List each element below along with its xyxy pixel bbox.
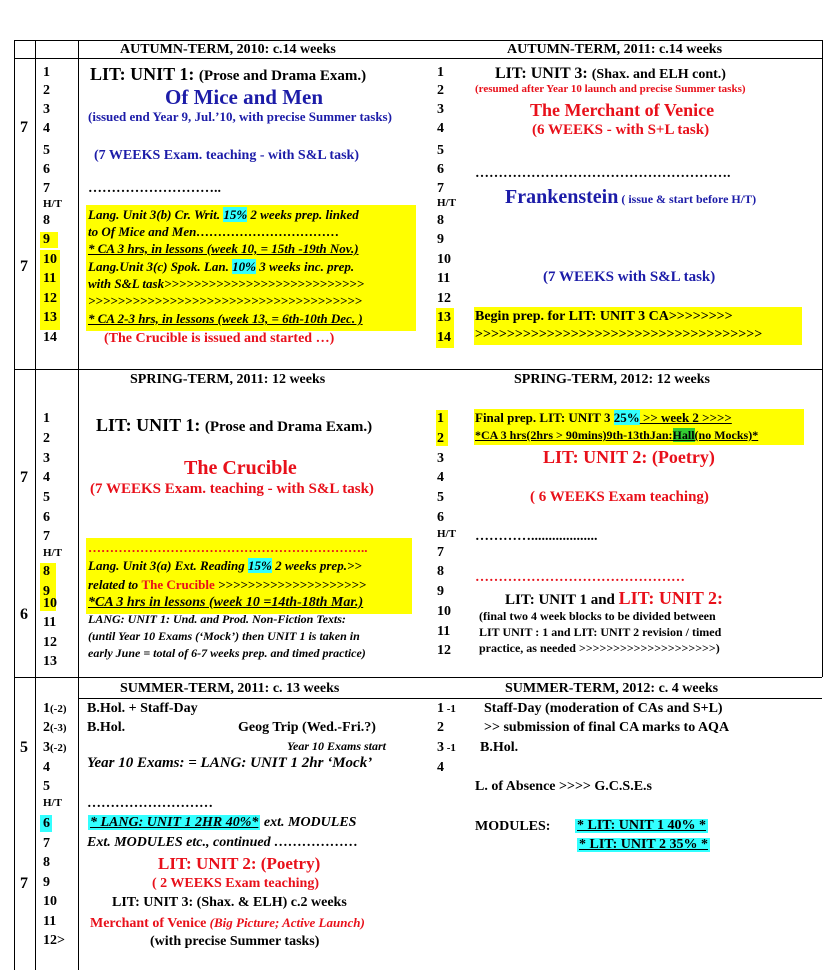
week-number: 5 bbox=[43, 490, 50, 505]
spring-unit1-title: LIT: UNIT 1: (Prose and Drama Exam.) bbox=[96, 415, 373, 435]
week-number: 10 bbox=[437, 604, 451, 619]
leave-of-absence: L. of Absence >>>> G.C.S.E.s bbox=[475, 779, 652, 794]
spring-bottom-border bbox=[14, 677, 822, 678]
week-number: 6 bbox=[437, 162, 444, 177]
autumn-2011-header: AUTUMN-TERM, 2011: c.14 weeks bbox=[507, 42, 723, 57]
week-number: 7 bbox=[43, 181, 50, 196]
week-number: 7 bbox=[43, 836, 50, 851]
week-number: 8 bbox=[43, 213, 50, 228]
top-border bbox=[14, 40, 822, 41]
spring-right-dots2: ……………………………………… bbox=[475, 570, 685, 585]
week-number: 13 bbox=[43, 310, 57, 325]
spring-2011-header: SPRING-TERM, 2011: 12 weeks bbox=[130, 372, 326, 387]
spring-unit2-title: LIT: UNIT 2: (Poetry) bbox=[543, 447, 715, 467]
lang-unit3b-line2: to Of Mice and Men…………………………… bbox=[88, 224, 340, 239]
ca-week10-line: * CA 3 hrs, in lessons (week 10, = 15th -19th Nov.) bbox=[88, 241, 359, 256]
week-number: 11 bbox=[43, 615, 57, 630]
lang-unit1-note1: LANG: UNIT 1: Und. and Prod. Non-Fiction Texts: bbox=[88, 612, 346, 626]
lang-unit1-note3: early June = total of 6-7 weeks prep. and timed practice) bbox=[88, 646, 366, 660]
related-crucible-line: related to The Crucible >>>>>>>>>>>>>>>>>>>> bbox=[88, 577, 367, 592]
week-number: 2 bbox=[437, 720, 444, 735]
six-weeks-note: (6 WEEKS - with S+L task) bbox=[532, 122, 710, 138]
autumn-right-dots: ………………………………………………. bbox=[475, 166, 731, 181]
week-number: 1 bbox=[437, 411, 444, 426]
week-number: 4 bbox=[43, 760, 50, 775]
week-number: 9 bbox=[43, 584, 50, 599]
week-number: 3(-2) bbox=[43, 740, 67, 755]
week-number: 7 bbox=[437, 545, 444, 560]
year10-exams-start: Year 10 Exams start bbox=[287, 739, 387, 753]
week-number: 7 bbox=[43, 529, 50, 544]
spring-half1-count: 7 bbox=[20, 469, 28, 486]
summer-half1-count: 5 bbox=[20, 739, 28, 756]
week-number: 5 bbox=[437, 143, 444, 158]
week-number: 8 bbox=[437, 564, 444, 579]
week-number: 4 bbox=[437, 121, 444, 136]
summer-right-bank-holiday: B.Hol. bbox=[480, 740, 519, 755]
spring-dots: ……………………………………………………….. bbox=[88, 540, 368, 555]
count-column-divider bbox=[35, 40, 36, 970]
lang-unit3b-line: Lang. Unit 3(b) Cr. Writ. 15% 2 weeks prep. linked bbox=[88, 207, 359, 222]
week-number: 4 bbox=[437, 760, 444, 775]
merchant-of-venice-title: The Merchant of Venice bbox=[530, 100, 715, 120]
week-number: 12 bbox=[437, 643, 451, 658]
week-number: 11 bbox=[43, 271, 57, 286]
spring-six-weeks-note: ( 6 WEEKS Exam teaching) bbox=[530, 489, 709, 505]
lang-unit3c-line: Lang.Unit 3(c) Spok. Lan. 10% 3 weeks inc. prep. bbox=[88, 259, 355, 274]
spring-2012-header: SPRING-TERM, 2012: 12 weeks bbox=[514, 372, 710, 387]
week-number: 6 bbox=[437, 510, 444, 525]
lang-unit1-2hr-line: * LANG: UNIT 1 2HR 40%* ext. MODULES bbox=[90, 815, 357, 830]
spring-right-dots1: …………................... bbox=[475, 529, 598, 544]
summer-2012-header: SUMMER-TERM, 2012: c. 4 weeks bbox=[505, 681, 719, 696]
lang-unit3c-line2: with S&L task>>>>>>>>>>>>>>>>>>>>>>>>>>> bbox=[88, 276, 365, 291]
week-number: 1 bbox=[437, 65, 444, 80]
header-divider bbox=[14, 58, 822, 59]
week-number: 9 bbox=[43, 232, 50, 247]
arrows-line: >>>>>>>>>>>>>>>>>>>>>>>>>>>>>>>>>>>>> bbox=[88, 293, 363, 308]
ca-jan-line: *CA 3 hrs(2hrs > 90mins)9th-13thJan:Hall(no Mocks)* bbox=[475, 428, 759, 442]
week-number: 2 bbox=[43, 83, 50, 98]
week-number: 6 bbox=[43, 816, 50, 831]
precise-summer-tasks: (with precise Summer tasks) bbox=[150, 934, 320, 949]
staff-day-moderation: Staff-Day (moderation of CAs and S+L) bbox=[484, 701, 723, 716]
summer-2011-header: SUMMER-TERM, 2011: c. 13 weeks bbox=[120, 681, 340, 696]
autumn-half2-count: 7 bbox=[20, 258, 28, 275]
week-number: 4 bbox=[43, 121, 50, 136]
week-number: 11 bbox=[437, 271, 451, 286]
autumn-unit1-title: LIT: UNIT 1: (Prose and Drama Exam.) bbox=[90, 64, 367, 84]
week-number: 1 bbox=[43, 411, 50, 426]
ca-week13-line: * CA 2-3 hrs, in lessons (week 13, = 6th-10th Dec. ) bbox=[88, 311, 363, 326]
unit1-and-unit2-line: LIT: UNIT 1 and LIT: UNIT 2: bbox=[505, 588, 724, 608]
lit-unit1-module: * LIT: UNIT 1 40% * bbox=[577, 818, 707, 833]
week-number: 12 bbox=[43, 635, 57, 650]
issued-note: (issued end Year 9, Jul.’10, with precise Summer tasks) bbox=[88, 109, 392, 124]
week-number: 11 bbox=[43, 914, 57, 929]
week-number: 13 bbox=[437, 310, 451, 325]
geog-trip: Geog Trip (Wed.-Fri.?) bbox=[238, 720, 376, 735]
final-blocks-note1: (final two 4 week blocks to be divided between bbox=[479, 609, 716, 623]
week-number: 7 bbox=[437, 181, 444, 196]
week-number: 12> bbox=[43, 933, 65, 948]
summer-dots: ……………………… bbox=[87, 796, 213, 811]
of-mice-and-men-title: Of Mice and Men bbox=[165, 85, 324, 109]
year10-exams-line: Year 10 Exams: = LANG: UNIT 1 2hr ‘Mock’ bbox=[87, 755, 373, 771]
autumn-dots: ……………………….. bbox=[88, 181, 221, 196]
left-border bbox=[14, 40, 15, 970]
summer-half2-count: 7 bbox=[20, 875, 28, 892]
week-number: 10 bbox=[437, 252, 451, 267]
lang-unit3a-line: Lang. Unit 3(a) Ext. Reading 15% 2 weeks prep.>> bbox=[88, 558, 362, 573]
spring-half2-count: 6 bbox=[20, 606, 28, 623]
week-number: 2 bbox=[437, 431, 444, 446]
submission-line: >> submission of final CA marks to AQA bbox=[484, 720, 730, 735]
week-number: 8 bbox=[43, 855, 50, 870]
week-number: H/T bbox=[437, 197, 456, 209]
week-number: 2(-3) bbox=[43, 720, 67, 735]
week-number: 8 bbox=[43, 564, 50, 579]
week-number: 12 bbox=[43, 291, 57, 306]
week-number: 3 bbox=[43, 102, 50, 117]
autumn-2010-header: AUTUMN-TERM, 2010: c.14 weeks bbox=[120, 42, 336, 57]
week-number: 3 bbox=[437, 451, 444, 466]
spring-teaching-note: (7 WEEKS Exam. teaching - with S&L task) bbox=[90, 481, 374, 497]
modules-label: MODULES: bbox=[475, 819, 551, 834]
week-number: 14 bbox=[43, 330, 57, 345]
merchant-of-venice-launch: Merchant of Venice (Big Picture; Active Launch) bbox=[90, 915, 365, 931]
summer-two-weeks-note: ( 2 WEEKS Exam teaching) bbox=[152, 876, 319, 891]
week-number: 11 bbox=[437, 624, 451, 639]
week-number: 1 bbox=[43, 65, 50, 80]
week-number: 2 bbox=[437, 83, 444, 98]
week-number: 1 -1 bbox=[437, 701, 456, 716]
week-number: 1(-2) bbox=[43, 701, 67, 716]
right-border bbox=[822, 40, 823, 370]
autumn-bottom-border bbox=[14, 369, 822, 370]
week-number: 3 bbox=[437, 102, 444, 117]
resumed-note: (resumed after Year 10 launch and precise Summer tasks) bbox=[475, 83, 746, 95]
week-number: 9 bbox=[437, 584, 444, 599]
week-number: 10 bbox=[43, 596, 57, 611]
week-number: 3 bbox=[43, 451, 50, 466]
frankenstein-title: Frankenstein ( issue & start before H/T) bbox=[505, 186, 757, 208]
week-number: H/T bbox=[43, 198, 62, 210]
begin-prep-line: Begin prep. for LIT: UNIT 3 CA>>>>>>>> bbox=[475, 309, 733, 324]
week-number: 9 bbox=[43, 875, 50, 890]
week-number: 8 bbox=[437, 213, 444, 228]
summer-unit2-title: LIT: UNIT 2: (Poetry) bbox=[158, 854, 321, 873]
final-prep-line: Final prep. LIT: UNIT 3 25% >> week 2 >>>> bbox=[475, 410, 732, 425]
summer-unit3-line: LIT: UNIT 3: (Shax. & ELH) c.2 weeks bbox=[112, 895, 347, 910]
final-blocks-note2: LIT UNIT : 1 and LIT: UNIT 2 revision / timed bbox=[479, 625, 722, 639]
week-number: 5 bbox=[43, 143, 50, 158]
week-number: 2 bbox=[43, 431, 50, 446]
week-number: H/T bbox=[437, 528, 456, 540]
the-crucible-title: The Crucible bbox=[184, 457, 297, 479]
crucible-issued-note: (The Crucible is issued and started …) bbox=[104, 331, 335, 346]
week-number: H/T bbox=[43, 797, 62, 809]
week-number: 14 bbox=[437, 330, 451, 345]
seven-weeks-note: (7 WEEKS with S&L task) bbox=[543, 269, 716, 285]
week-number: 5 bbox=[43, 779, 50, 794]
summer-header-divider bbox=[78, 698, 822, 699]
week-number: 4 bbox=[437, 470, 444, 485]
bank-holiday: B.Hol. bbox=[87, 720, 126, 735]
autumn-unit3-title: LIT: UNIT 3: (Shax. and ELH cont.) bbox=[495, 65, 726, 82]
lit-unit2-module: * LIT: UNIT 2 35% * bbox=[579, 837, 709, 852]
week-number: 10 bbox=[43, 252, 57, 267]
ca-week10-mar-line: *CA 3 hrs in lessons (week 10 =14th-18th Mar.) bbox=[88, 595, 364, 610]
begin-prep-arrows: >>>>>>>>>>>>>>>>>>>>>>>>>>>>>>>>>>>> bbox=[475, 327, 763, 342]
week-number: 9 bbox=[437, 232, 444, 247]
week-number: 5 bbox=[437, 490, 444, 505]
week-number: 6 bbox=[43, 510, 50, 525]
ext-modules-line: Ext. MODULES etc., continued ……………… bbox=[87, 835, 359, 850]
week-number: 4 bbox=[43, 470, 50, 485]
week-number: 3 -1 bbox=[437, 740, 456, 755]
week-number: 6 bbox=[43, 162, 50, 177]
final-blocks-note3: practice, as needed >>>>>>>>>>>>>>>>>>>>) bbox=[479, 641, 720, 655]
right-border-spring bbox=[822, 369, 823, 677]
autumn-teaching-note: (7 WEEKS Exam. teaching - with S&L task) bbox=[94, 148, 359, 163]
bank-holiday-staff-day: B.Hol. + Staff-Day bbox=[87, 701, 198, 716]
autumn-half1-count: 7 bbox=[20, 119, 28, 136]
week-number: 13 bbox=[43, 654, 57, 669]
week-number: 10 bbox=[43, 894, 57, 909]
week-number: 12 bbox=[437, 291, 451, 306]
week-number: H/T bbox=[43, 547, 62, 559]
lang-unit1-note2: (until Year 10 Exams (‘Mock’) then UNIT 1 is taken in bbox=[88, 629, 360, 643]
week-column-divider bbox=[78, 40, 79, 970]
